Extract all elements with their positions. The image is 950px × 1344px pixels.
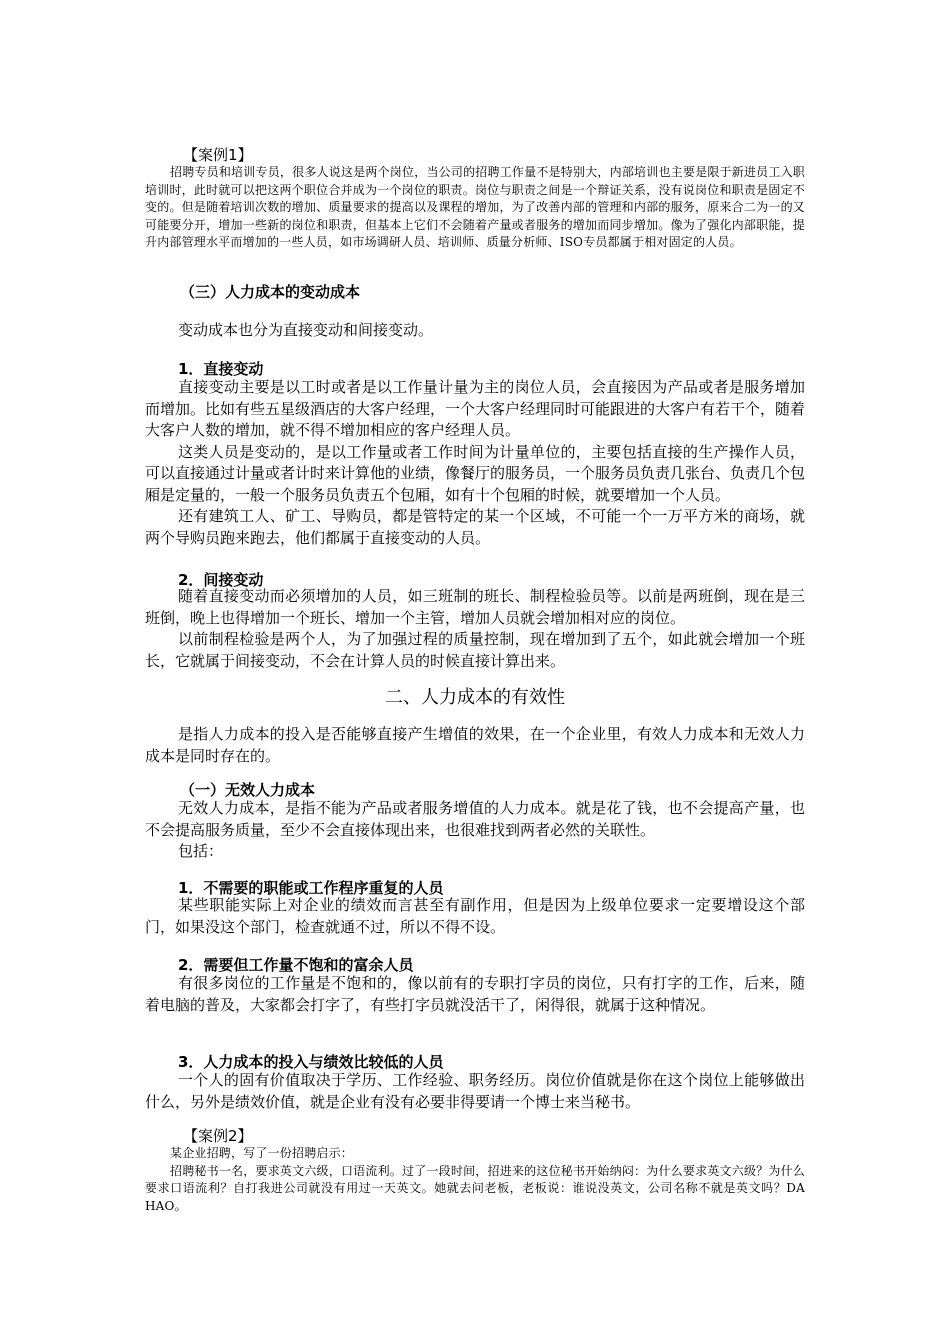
item3-p1: 一个人的固有价值取决于学历、工作经验、职务经历。岗位价值就是你在这个岗位上能够做出什么，另外是绩效价值，就是企业有没有必要非得要请一个博士来当秘书。 [145, 1071, 805, 1111]
direct-change-p3: 还有建筑工人、矿工、导购员，都是管特定的某一个区域，不可能一个一万平方米的商场，就两个导购员跑来跑去，他们都属于直接变动的人员。 [145, 507, 805, 547]
case2-title: 【案例2】 [183, 1127, 253, 1145]
case1-text: 招聘专员和培训专员，很多人说这是两个岗位，当公司的招聘工作量不是特别大，内部培训也主要是限于新进员工入职培训时，此时就可以把这两个职位合并成为一个岗位的职责。岗位与职责之间是一个辩证关系，没有说岗位和职责是固定不变的。但是随着培训次数的增加、质量要求的提高以及课程的增加，为了改善内部的管理和内部的服务，原来合二为一的又可能要分开，增加一些新的岗位和职责，但基本上它们不会随着产量或者服务的增加而同步增加。像为了强化内部职能，提升内部管理水平而增加的一些人员，如市场调研人员、培训师、质量分析师、ISO专员都属于相对固定的人员。 [145, 165, 805, 249]
item1-heading: 1．不需要的职能或工作程序重复的人员 [178, 879, 444, 897]
direct-change-p1: 直接变动主要是以工时或者是以工作量计量为主的岗位人员，会直接因为产品或者是服务增加而增加。比如有些五星级酒店的大客户经理，一个大客户经理同时可能跟进的大客户有若干个，随着大客户人数的增加，就不得不增加相应的客户经理人员。 [145, 378, 806, 439]
chapter2-intro [145, 724, 805, 767]
direct-change-heading: 1．直接变动 [178, 360, 264, 378]
section3-heading: （三）人力成本的变动成本 [180, 283, 361, 301]
chapter2-heading: 二、人力成本的有效性 [385, 687, 565, 708]
section3-intro-text: 变动成本也分为直接变动和间接变动。 [178, 321, 434, 339]
indirect-change-p2: 以前制程检验是两个人，为了加强过程的质量控制，现在增加到了五个，如此就会增加一个班长，它就属于间接变动，不会在计算人员的时候直接计算出来。 [145, 630, 805, 670]
case1-paragraph [145, 164, 805, 252]
invalid-cost-heading: （一）无效人力成本 [180, 781, 316, 799]
case1-title: 【案例1】 [183, 146, 253, 164]
case2-p2: 招聘秘书一名，要求英文六级，口语流利。过了一段时间，招进来的这位秘书开始纳闷：为什么要求英文六级？为什么要求口语流利？自打我进公司就没有用过一天英文。她就去问老板，老板说：谁说没英文，公司名称不就是英文吗？DA HAO。 [145, 1163, 805, 1213]
item1-body [145, 895, 805, 938]
invalid-cost-body [145, 798, 805, 863]
item2-p1: 有很多岗位的工作量是不饱和的，像以前有的专职打字员的岗位，只有打字的工作，后来，随着电脑的普及，大家都会打字了，有些打字员就没活干了，闲得很，就属于这种情况。 [145, 974, 805, 1014]
indirect-change-heading: 2．间接变动 [178, 571, 264, 589]
case2-body [145, 1145, 805, 1215]
indirect-change-body [145, 586, 805, 672]
item3-heading: 3．人力成本的投入与绩效比较低的人员 [178, 1053, 444, 1071]
item3-body [145, 1070, 805, 1113]
item2-heading: 2．需要但工作量不饱和的富余人员 [178, 956, 414, 974]
direct-change-p2: 这类人员是变动的，是以工作量或者工作时间为计量单位的，主要包括直接的生产操作人员，可以直接通过计量或者计时来计算他的业绩，像餐厅的服务员，一个服务员负责几张台、负责几个包厢是定量的，一般一个服务员负责五个包厢，如有十个包厢的时候，就要增加一个人员。 [145, 442, 806, 504]
indirect-change-p1: 随着直接变动而必须增加的人员，如三班制的班长、制程检验员等。以前是两班倒，现在是三班倒，晚上也得增加一个班长、增加一个主管，增加人员就会增加相对应的岗位。 [145, 587, 805, 627]
item1-p1: 某些职能实际上对企业的绩效而言甚至有副作用，但是因为上级单位要求一定要增设这个部门，如果没这个部门，检查就通不过，所以不得不设。 [145, 896, 805, 936]
invalid-cost-p1: 无效人力成本，是指不能为产品或者服务增值的人力成本。就是花了钱，也不会提高产量，也不会提高服务质量，至少不会直接体现出来，也很难找到两者必然的关联性。 [145, 799, 805, 839]
item2-body [145, 973, 805, 1016]
direct-change-body [145, 377, 805, 549]
case2-p1: 某企业招聘，写了一份招聘启示： [170, 1146, 354, 1160]
chapter2-intro-text: 是指人力成本的投入是否能够直接产生增值的效果，在一个企业里，有效人力成本和无效人力成本是同时存在的。 [145, 725, 805, 765]
invalid-cost-p2: 包括： [178, 842, 224, 860]
section3-intro [145, 320, 805, 342]
